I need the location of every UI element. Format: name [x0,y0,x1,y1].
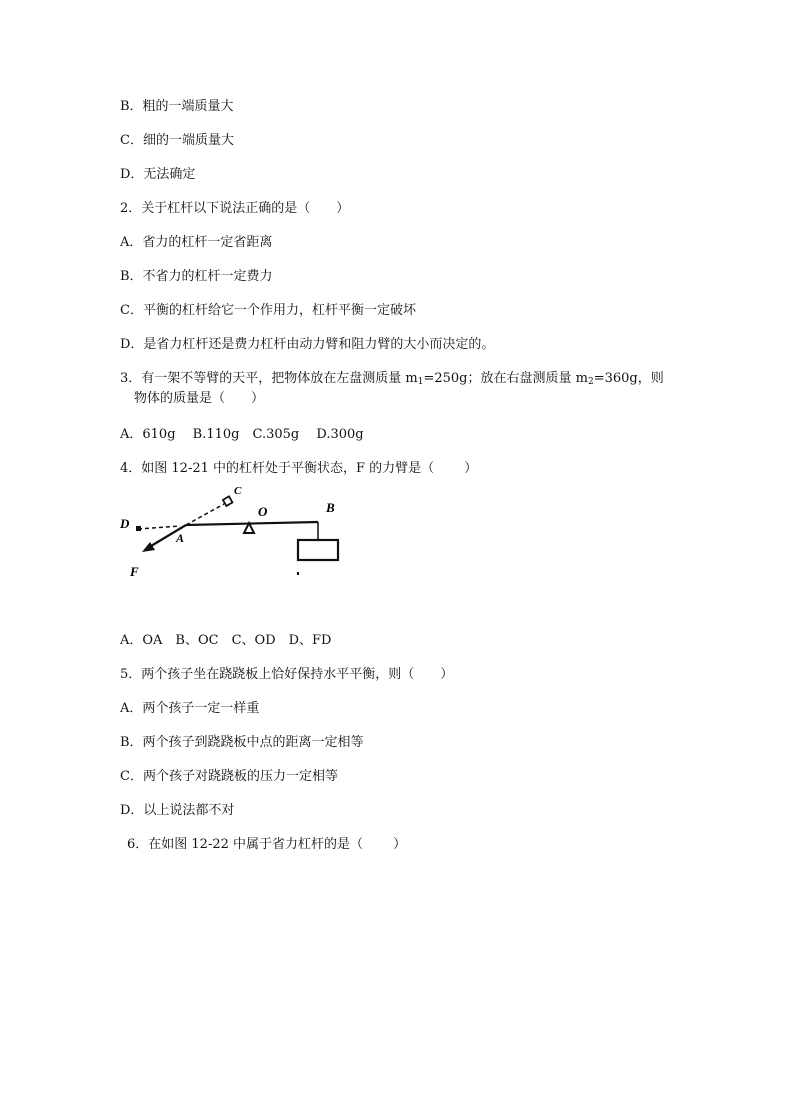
q3-stem-part-c: =360g，则 [593,371,664,386]
lever-bar [186,522,318,525]
q2-stem: 2．关于杠杆以下说法正确的是（ ） [120,201,350,216]
dashed-line-da [138,526,180,529]
label-c: C [234,485,242,497]
q2-option-c: C．平衡的杠杆给它一个作用力，杠杆平衡一定破坏 [120,303,416,318]
q4-options: A．OA B、OC C、OD D、FD [120,633,332,648]
point-d-mark [136,526,141,531]
q3-subscript-1: 1 [417,377,424,387]
hanging-weight [298,540,338,560]
label-a: A [176,531,185,545]
q3-stem [120,370,664,391]
q2-option-a: A．省力的杠杆一定省距离 [120,235,273,250]
dashed-line-ac [186,504,224,525]
q3-options: A．610g B.110g C.305g D.300g [120,427,364,442]
label-o: O [258,504,268,519]
point-c-mark [223,496,233,506]
q3-subscript-2: 2 [587,377,594,387]
q5-stem: 5．两个孩子坐在跷跷板上恰好保持水平平衡，则（ ） [120,667,454,682]
q4-stem: 4．如图 12-21 中的杠杆处于平衡状态，F 的力臂是（ ） [120,461,478,476]
ground-dot [297,572,299,575]
label-d: D [120,516,130,531]
q3-stem-part-b: =250g；放在右盘测质量 m [423,371,588,386]
q5-option-a: A．两个孩子一定一样重 [120,701,260,716]
q2-option-b: B．不省力的杠杆一定费力 [120,269,273,284]
q1-option-d: D．无法确定 [120,167,196,182]
q5-option-d: D．以上说法都不对 [120,803,235,818]
q5-option-c: C．两个孩子对跷跷板的压力一定相等 [120,769,338,784]
label-f: F [130,564,139,579]
label-b: B [326,500,335,515]
q2-option-d: D．是省力杠杆还是费力杠杆由动力臂和阻力臂的大小而决定的。 [120,337,495,352]
q1-option-c: C．细的一端质量大 [120,133,234,148]
lever-figure-12-21 [118,485,358,586]
q3-stem-part-a: 3．有一架不等臂的天平，把物体放在左盘测质量 m [120,371,418,386]
q6-stem: 6．在如图 12-22 中属于省力杠杆的是（ ） [127,837,407,852]
q5-option-b: B．两个孩子到跷跷板中点的距离一定相等 [120,735,364,750]
q3-stem-continued: 物体的质量是（ ） [134,391,265,406]
q1-option-b: B．粗的一端质量大 [120,99,234,114]
